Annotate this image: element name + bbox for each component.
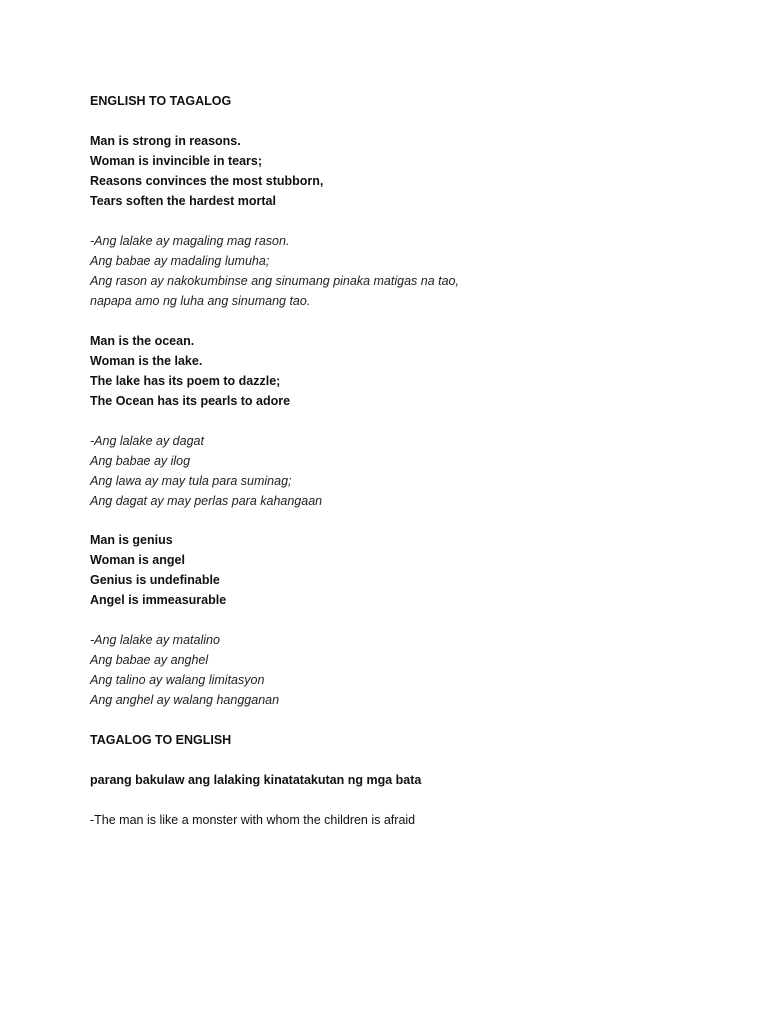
- stanza1-en-line-1: Man is strong in reasons.: [90, 134, 241, 148]
- stanza3-tl-line-3: Ang talino ay walang limitasyon: [90, 673, 265, 687]
- heading-tagalog-to-english: TAGALOG TO ENGLISH: [90, 733, 232, 747]
- stanza3-en-line-4: Angel is immeasurable: [90, 593, 227, 607]
- heading-english-to-tagalog: ENGLISH TO TAGALOG: [90, 94, 232, 108]
- stanza1-en-line-2: Woman is invincible in tears;: [90, 154, 263, 168]
- stanza1-en-line-3: Reasons convinces the most stubborn,: [90, 174, 324, 188]
- stanza3-tl-line-1: -Ang lalake ay matalino: [90, 633, 220, 647]
- stanza3-en-line-3: Genius is undefinable: [90, 573, 220, 587]
- stanza1-tl-line-1: -Ang lalake ay magaling mag rason.: [90, 234, 290, 248]
- stanza1-tl-line-4: napapa amo ng luha ang sinumang tao.: [90, 294, 311, 308]
- stanza2-en-line-1: Man is the ocean.: [90, 334, 195, 348]
- stanza2-tl-line-1: -Ang lalake ay dagat: [90, 434, 204, 448]
- stanza1-tl-line-2: Ang babae ay madaling lumuha;: [90, 254, 270, 268]
- stanza3-tl-line-4: Ang anghel ay walang hangganan: [90, 693, 280, 707]
- stanza2-tl-line-4: Ang dagat ay may perlas para kahangaan: [90, 494, 323, 508]
- stanza2-en-line-4: The Ocean has its pearls to adore: [90, 394, 291, 408]
- tagalog-phrase: parang bakulaw ang lalaking kinatatakutan ng mga bata: [90, 773, 422, 787]
- stanza3-en-line-2: Woman is angel: [90, 553, 185, 567]
- english-translation: -The man is like a monster with whom the children is afraid: [90, 813, 416, 827]
- stanza1-en-line-4: Tears soften the hardest mortal: [90, 194, 276, 208]
- stanza2-tl-line-3: Ang lawa ay may tula para suminag;: [90, 474, 292, 488]
- stanza3-en-line-1: Man is genius: [90, 533, 173, 547]
- stanza3-tl-line-2: Ang babae ay anghel: [90, 653, 209, 667]
- stanza2-tl-line-2: Ang babae ay ilog: [90, 454, 191, 468]
- stanza1-tl-line-3: Ang rason ay nakokumbinse ang sinumang pinaka matigas na tao,: [90, 274, 459, 288]
- stanza2-en-line-3: The lake has its poem to dazzle;: [90, 374, 281, 388]
- stanza2-en-line-2: Woman is the lake.: [90, 354, 203, 368]
